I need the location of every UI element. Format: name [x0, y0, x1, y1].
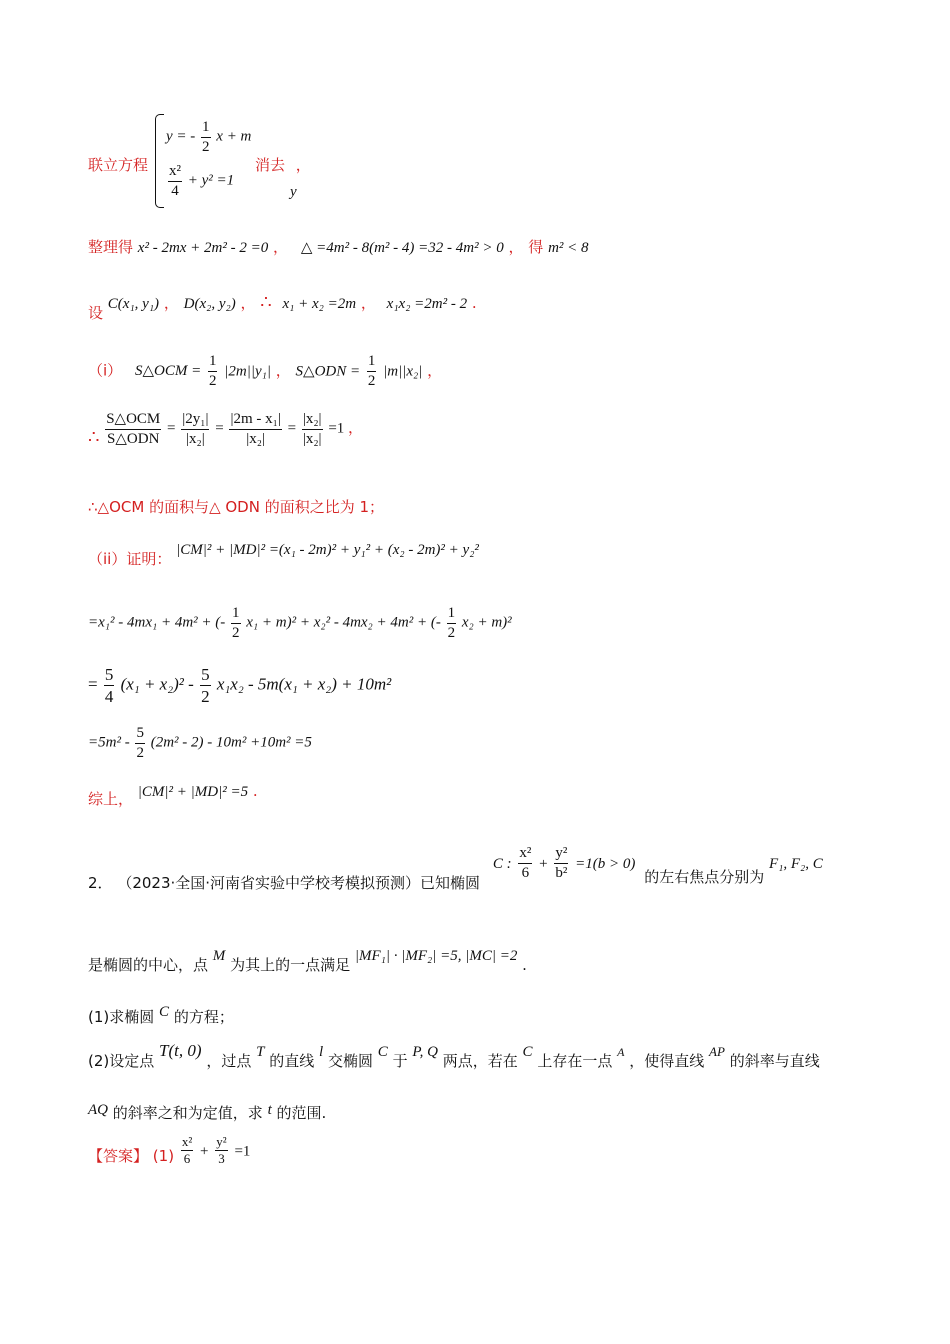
eq1-lhs: y = -	[166, 128, 196, 145]
ratio-frac-2: $\frac{\text{|2y₁|}}{\text{|x₂|}}$	[182, 411, 209, 447]
eq2-rest: + y² =1	[187, 172, 235, 189]
subst-part-1: =5m² -	[88, 734, 130, 751]
comma-2: ，	[508, 238, 524, 256]
s-odn-rhs: |m||x₂|	[383, 363, 423, 380]
half-1: $\frac{1}{2}$	[208, 353, 217, 389]
she-label: 设	[88, 304, 104, 322]
expand-part-3: x₂ + m)²	[461, 614, 512, 631]
ratio-line: ∴ $\frac{\text{S△OCM}}{\text{S△ODN}}$ = $\frac{\text{|2y₁|}}{\text{|x₂|}}$ = $\frac{\text{|2m - x₁|}}{\text{|x₂|}}$ = $\frac{\text{|x₂|}}{\text{|x₂|}}$ =1 ，	[88, 411, 364, 447]
area-line: （i） S△OCM = $\frac{1}{2}$ |2m||y₁| ， S△ODN = $\frac{1}{2}$ |m||x₂| ，	[88, 353, 443, 389]
answer-label: 【答案】	[88, 1147, 149, 1166]
q2-line1: 2． （2023·全国·河南省实验中学校考模拟预测）已知椭圆 C : $\frac{\text{x²}}{6}$ + $\frac{\text{y²}}{\text{b²}}$ =1(b > 0) 的左右焦点分别为 F₁, F₂, C	[88, 845, 823, 892]
lianli-label: 联立方程	[88, 156, 149, 174]
five-halves: $\frac{5}{2}$	[201, 665, 210, 707]
point-c: C(x₁, y₁)	[107, 296, 160, 312]
ratio-frac-1: $\frac{\text{S△OCM}}{\text{S△ODN}}$	[106, 411, 161, 447]
answer-x-frac: $\frac{\text{x²}}{6}$	[181, 1134, 193, 1167]
subst-part-2: (2m² - 2) - 10m² +10m² =5	[150, 734, 312, 751]
system-eq2	[166, 162, 234, 201]
system-eq1	[166, 118, 251, 157]
de-label: 得	[528, 238, 544, 256]
combine-part-1: (x₁ + x₂)² -	[120, 674, 194, 694]
answer-part: (1)	[152, 1147, 175, 1166]
point-t: T(t, 0)	[159, 1041, 202, 1060]
part-i-label: （i）	[88, 361, 123, 380]
vieta-sum: x₁ + x₂ =2m	[282, 296, 357, 312]
summary-line: 综上， |CM|² + |MD|² =5 .	[88, 782, 258, 808]
s-odn: S△ODN =	[295, 363, 361, 380]
ellipse-x-frac: $\frac{\text{x²}}{6}$	[519, 845, 532, 881]
answer-y-frac: $\frac{\text{y²}}{3}$	[216, 1134, 227, 1167]
ellipse-rest: =1(b > 0)	[575, 855, 636, 872]
s-ocm: S△OCM =	[134, 363, 202, 380]
q2-sub2: (2)设定点 T(t, 0) ，过点 T 的直线 l 交椭圆 C 于 P, Q 两点，若在 C 上存在一点 A ，使得直线 AP 的斜率与直线	[88, 1041, 820, 1070]
answer-line: 【答案】 (1) $\frac{\text{x²}}{6}$ + $\frac{\text{y²}}{3}$ =1	[88, 1134, 251, 1167]
m-range: m² < 8	[548, 240, 589, 256]
expand-part-2: x₁ + m)² + x₂² - 4mx₂ + 4m² + (-	[246, 614, 441, 631]
therefore-2: ∴	[88, 426, 100, 447]
s-ocm-rhs: |2m||y₁|	[224, 363, 271, 380]
q2-line2: 是椭圆的中心，点 M 为其上的一点满足 |MF₁| · |MF₂| =5, |MC| =2 .	[88, 948, 527, 974]
half-4: $\frac{1}{2}$	[447, 605, 456, 641]
xiaoqu-label: 消去	[255, 156, 286, 174]
discriminant: △ =4m² - 8(m² - 4) =32 - 4m² > 0	[300, 240, 504, 256]
eq2-frac: $\frac{\text{x²}}{4}$	[169, 163, 181, 199]
substitute-line	[88, 724, 312, 763]
part-ii-label: （ii）证明：	[88, 550, 172, 568]
q2-number: 2．	[88, 873, 113, 892]
eq1-half: $\frac{1}{2}$	[202, 119, 210, 155]
system-brace	[155, 114, 164, 208]
q2-after: 的左右焦点分别为	[644, 867, 765, 886]
xiaoqu-line	[255, 154, 311, 175]
q2-line4: AQ 的斜率之和为定值，求 t 的范围.	[88, 1102, 327, 1122]
simplify-line	[88, 236, 589, 257]
var-y: y	[290, 184, 297, 200]
ellipse-y-frac: $\frac{\text{y²}}{\text{b²}}$	[555, 845, 568, 881]
ellipse-c: C :	[492, 855, 512, 872]
q2-sub1: (1)求椭圆 C 的方程；	[88, 1004, 234, 1026]
half-3: $\frac{1}{2}$	[232, 605, 240, 641]
combine-part-2: x₁x₂ - 5m(x₁ + x₂) + 10m²	[216, 674, 392, 694]
system-line	[88, 154, 148, 175]
point-d: D(x₂, y₂)	[183, 296, 236, 312]
zongshang-label: 综上，	[88, 790, 134, 808]
focal-condition: |MF₁| · |MF₂| =5, |MC| =2	[354, 948, 518, 964]
ratio-frac-4: $\frac{\text{|x₂|}}{\text{|x₂|}}$	[302, 411, 322, 447]
quadratic-eq: x² - 2mx + 2m² - 2 =0	[137, 240, 269, 256]
foci: F₁, F₂, C	[768, 855, 823, 872]
let-line: 设 C(x₁, y₁) ， D(x₂, y₂) ， ∴ x₁ + x₂ =2m ， x₁x₂ =2m² - 2 .	[88, 292, 477, 322]
five-quarters: $\frac{5}{4}$	[104, 665, 114, 707]
ratio-result: =1	[328, 420, 345, 437]
five-halves-2: $\frac{5}{2}$	[136, 725, 144, 761]
therefore-symbol: ∴	[260, 292, 272, 313]
zhengli-label: 整理得	[88, 238, 134, 256]
comma-1: ，	[273, 238, 289, 256]
cm-md-eq: |CM|² + |MD|² =(x₁ - 2m)² + y₁² + (x₂ - 2m)² + y₂²	[176, 542, 479, 558]
ratio-frac-3: $\frac{\text{|2m - x₁|}}{\text{|x₂|}}$	[230, 411, 281, 447]
eq1-rhs: x + m	[216, 128, 252, 145]
half-2: $\frac{1}{2}$	[367, 353, 376, 389]
expand-part-1: =x₁² - 4mx₁ + 4m² + (-	[88, 614, 226, 631]
let-end: .	[471, 294, 477, 312]
ratio-conclusion: ∴△OCM 的面积与△ ODN 的面积之比为 1；	[88, 498, 385, 516]
xiaoqu-comma: ，	[295, 156, 311, 174]
expand-line	[88, 604, 512, 643]
final-eq: |CM|² + |MD|² =5	[137, 784, 249, 800]
proof-line	[88, 538, 479, 568]
q2-source: （2023·全国·河南省实验中学校考模拟预测）已知椭圆	[117, 873, 481, 892]
vieta-product: x₁x₂ =2m² - 2	[386, 296, 468, 312]
point-m: M	[212, 948, 226, 964]
combine-line: = $\frac{5}{4}$ (x₁ + x₂)² - $\frac{5}{2}$ x₁x₂ - 5m(x₁ + x₂) + 10m²	[88, 665, 392, 707]
